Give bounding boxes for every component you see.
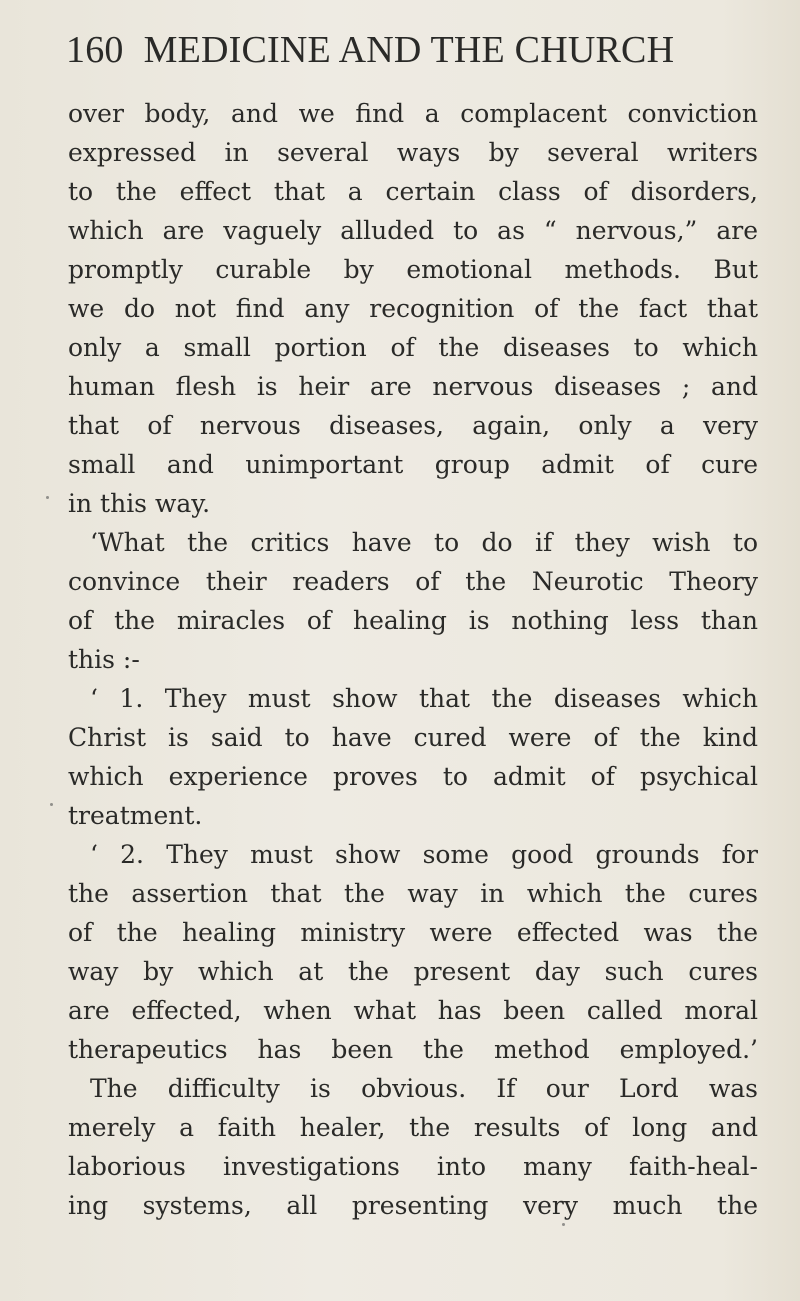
text-line: ing systems, all presenting very much the — [68, 1191, 758, 1220]
running-title: MEDICINE AND THE CHURCH — [143, 29, 675, 71]
text-line: we do not find any recognition of the fact that — [68, 294, 758, 323]
text-line: ‘What the critics have to do if they wish to — [90, 528, 758, 557]
text-line: promptly curable by emotional methods. But — [68, 255, 758, 284]
text-line: of the healing ministry were effected was the — [68, 918, 758, 947]
running-header — [66, 28, 766, 78]
text-line: expressed in several ways by several writers — [68, 138, 758, 167]
text-line: therapeutics has been the method employed.’ — [68, 1035, 758, 1064]
text-line: convince their readers of the Neurotic Theory — [68, 567, 758, 596]
text-line: laborious investigations into many faith-heal- — [68, 1152, 758, 1181]
text-line: to the effect that a certain class of disorders, — [68, 177, 758, 206]
text-line: merely a faith healer, the results of long and — [68, 1113, 758, 1142]
text-line: of the miracles of healing is nothing less than — [68, 606, 758, 635]
text-line: which experience proves to admit of psychical — [68, 762, 758, 791]
print-speck — [562, 1223, 565, 1226]
text-line: The difficulty is obvious. If our Lord was — [90, 1074, 758, 1103]
print-speck — [46, 496, 49, 499]
text-line: way by which at the present day such cures — [68, 957, 758, 986]
text-line: in this way. — [68, 489, 211, 518]
text-line: only a small portion of the diseases to which — [68, 333, 758, 362]
text-line: that of nervous diseases, again, only a very — [68, 411, 758, 440]
text-line: which are vaguely alluded to as “ nervous,” are — [68, 216, 758, 245]
text-line: ‘ 2. They must show some good grounds for — [90, 840, 758, 869]
text-line: are effected, when what has been called moral — [68, 996, 758, 1025]
text-line: small and unimportant group admit of cure — [68, 450, 758, 479]
text-line: human flesh is heir are nervous diseases ; and — [68, 372, 758, 401]
print-speck — [50, 803, 53, 806]
page-number: 160 — [66, 29, 124, 71]
body-text — [68, 94, 758, 1225]
text-line: the assertion that the way in which the cures — [68, 879, 758, 908]
text-line: ‘ 1. They must show that the diseases which — [90, 684, 758, 713]
text-line: Christ is said to have cured were of the kind — [68, 723, 758, 752]
text-line: this :- — [68, 645, 140, 674]
text-line: treatment. — [68, 801, 203, 830]
text-line: over body, and we find a complacent conviction — [68, 99, 758, 128]
